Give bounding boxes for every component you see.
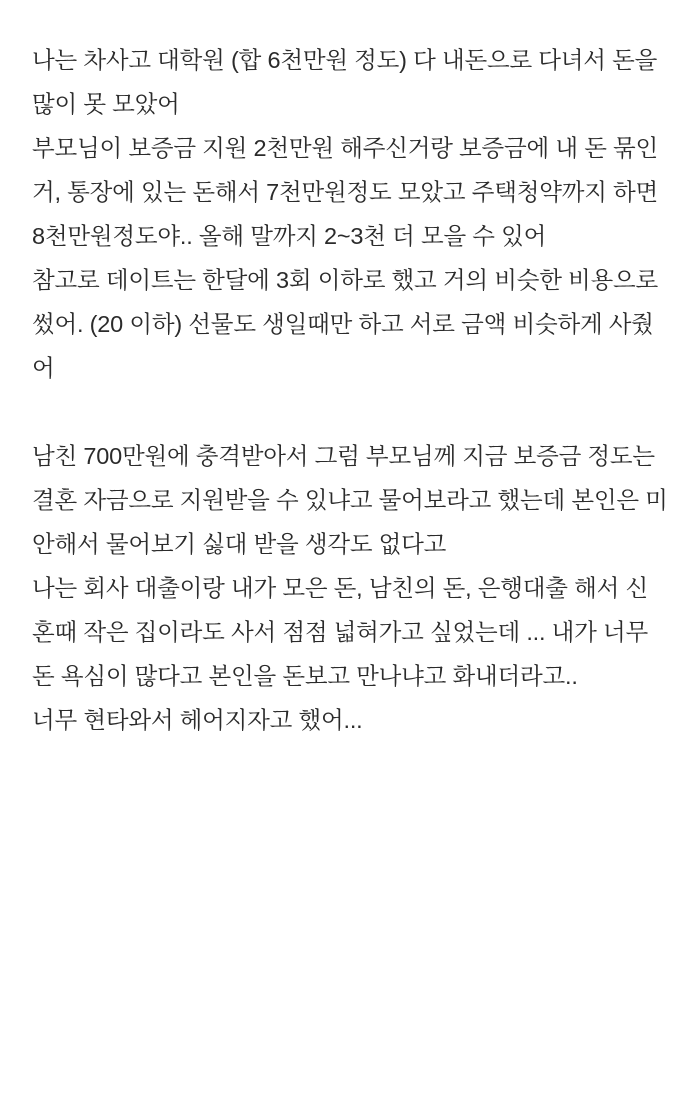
post-paragraph-6: 너무 현타와서 헤어지자고 했어... <box>32 707 363 733</box>
post-paragraph-4: 남친 700만원에 충격받아서 그럼 부모님께 지금 보증금 정도는 결혼 자금으로 지원받을 수 있냐고 물어보라고 했는데 본인은 미안해서 물어보기 싫대 받을 생각도 없다고 <box>32 443 668 557</box>
post-body <box>32 38 668 742</box>
post-paragraph-2: 부모님이 보증금 지원 2천만원 해주신거랑 보증금에 내 돈 묶인 거, 통장에 있는 돈해서 7천만원정도 모았고 주택청약까지 하면 8천만원정도야.. 올해 말까지 2~3천 더 모을 수 있어 <box>32 135 665 249</box>
post-paragraph-5: 나는 회사 대출이랑 내가 모은 돈, 남친의 돈, 은행대출 해서 신혼때 작은 집이라도 사서 점점 넓혀가고 싶었는데 ... 내가 너무 돈 욕심이 많다고 본인을 돈보고 만나냐고 화내더라고.. <box>32 575 655 689</box>
paragraph-spacer <box>32 390 668 434</box>
post-paragraph-1: 나는 차사고 대학원 (합 6천만원 정도) 다 내돈으로 다녀서 돈을 많이 못 모았어 <box>32 47 664 117</box>
post-paragraph-3: 참고로 데이트는 한달에 3회 이하로 했고 거의 비슷한 비용으로 썼어. (20 이하) 선물도 생일때만 하고 서로 금액 비슷하게 사줬어 <box>32 267 665 381</box>
